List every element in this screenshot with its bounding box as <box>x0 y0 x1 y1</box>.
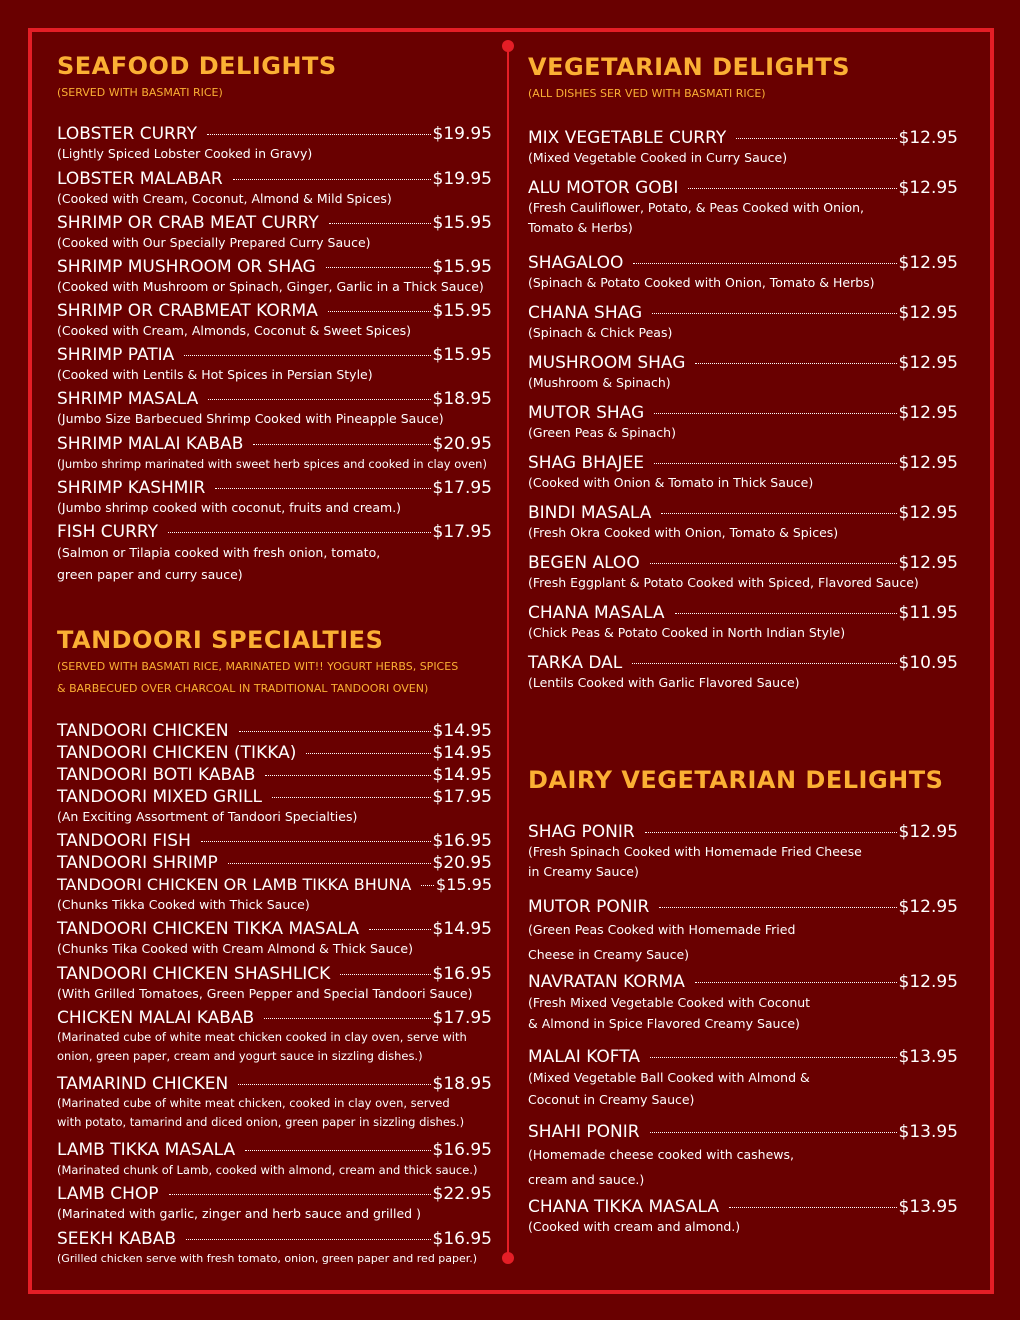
menu-item-price: $13.95 <box>898 1047 958 1067</box>
dot-leader <box>328 311 431 312</box>
menu-item-price: $18.95 <box>432 1074 492 1094</box>
dot-leader <box>340 974 430 975</box>
menu-item-description: (Fresh Eggplant & Potato Cooked with Spiced, Flavored Sauce) <box>528 575 919 590</box>
menu-item-row <box>57 522 492 542</box>
menu-item-row <box>57 434 492 454</box>
menu-item-name: SEEKH KABAB <box>57 1229 177 1249</box>
menu-item-name: SHRIMP KASHMIR <box>57 478 206 498</box>
menu-item-row <box>57 257 492 277</box>
menu-item <box>57 721 492 741</box>
dot-leader <box>729 1207 897 1208</box>
dot-leader <box>326 267 431 268</box>
menu-item-description: (Fresh Okra Cooked with Onion, Tomato & Spices) <box>528 525 839 540</box>
menu-item-name: TANDOORI MIXED GRILL <box>57 787 262 807</box>
vegetarian-title: VEGETARIAN DELIGHTS <box>528 53 851 81</box>
menu-item-price: $12.95 <box>898 303 958 323</box>
menu-item-row <box>528 503 958 523</box>
menu-item-description: (Spinach & Chick Peas) <box>528 325 673 340</box>
menu-item-name: CHANA MASALA <box>528 603 665 623</box>
menu-item-price: $22.95 <box>432 1184 492 1204</box>
menu-item-name: TANDOORI BOTI KABAB <box>57 765 256 785</box>
menu-item-price: $12.95 <box>898 972 958 992</box>
menu-item-price: $14.95 <box>432 721 492 741</box>
menu-item-price: $12.95 <box>898 503 958 523</box>
menu-item-name: TANDOORI CHICKEN (TIKKA) <box>57 743 297 763</box>
menu-item <box>57 124 492 164</box>
menu-item-price: $19.95 <box>432 124 492 144</box>
dot-leader <box>695 982 897 983</box>
menu-item-description: (Green Peas Cooked with Homemade Fried <box>528 922 796 937</box>
dot-leader <box>650 1057 897 1058</box>
dot-leader <box>369 929 431 930</box>
menu-item-name: TANDOORI CHICKEN SHASHLICK <box>57 964 331 984</box>
menu-item-price: $17.95 <box>432 1008 492 1028</box>
menu-item-price: $12.95 <box>898 403 958 423</box>
menu-item-name: ALU MOTOR GOBI <box>528 178 679 198</box>
menu-item-price: $13.95 <box>898 1122 958 1142</box>
menu-item-price: $16.95 <box>432 1229 492 1249</box>
menu-item-price: $18.95 <box>432 389 492 409</box>
menu-item-price: $15.95 <box>432 213 492 233</box>
menu-item-description: green paper and curry sauce) <box>57 567 243 582</box>
menu-item-name: LOBSTER MALABAR <box>57 169 223 189</box>
menu-item-row <box>528 1197 958 1217</box>
dot-leader <box>421 885 434 886</box>
menu-item-price: $17.95 <box>432 522 492 542</box>
menu-item-price: $12.95 <box>898 353 958 373</box>
dot-leader <box>688 188 896 189</box>
menu-item <box>57 919 492 959</box>
dot-leader <box>245 1150 430 1151</box>
menu-item-row <box>57 169 492 189</box>
dot-leader <box>652 313 896 314</box>
menu-item <box>57 345 492 385</box>
menu-item-description: Coconut in Creamy Sauce) <box>528 1092 695 1107</box>
menu-item <box>528 253 958 293</box>
menu-item <box>57 1008 492 1066</box>
menu-item <box>57 169 492 209</box>
menu-item-description: Cheese in Creamy Sauce) <box>528 947 690 962</box>
dot-leader <box>675 613 897 614</box>
menu-item-row <box>528 128 958 148</box>
menu-item-name: TANDOORI CHICKEN TIKKA MASALA <box>57 919 359 939</box>
menu-item-row <box>57 853 492 873</box>
menu-item-row <box>57 1140 492 1160</box>
menu-item-description: cream and sauce.) <box>528 1172 645 1187</box>
menu-item-row <box>57 875 492 895</box>
menu-item-row <box>528 653 958 673</box>
menu-item-description: (Chick Peas & Potato Cooked in North Indian Style) <box>528 625 846 640</box>
menu-item-name: FISH CURRY <box>57 522 159 542</box>
menu-item <box>57 478 492 518</box>
menu-item-row <box>57 389 492 409</box>
menu-item-description: with potato, tamarind and diced onion, green paper in sizzling dishes.) <box>57 1115 465 1129</box>
menu-item-name: SHRIMP MASALA <box>57 389 199 409</box>
menu-item-row <box>528 453 958 473</box>
menu-item <box>528 453 958 493</box>
menu-item-price: $11.95 <box>898 603 958 623</box>
menu-item <box>57 765 492 785</box>
menu-item-row <box>57 787 492 807</box>
menu-item-price: $16.95 <box>432 1140 492 1160</box>
menu-item-name: SHAG PONIR <box>528 822 635 842</box>
menu-item-description: (Grilled chicken serve with fresh tomato, onion, green paper and red paper.) <box>57 1252 478 1265</box>
menu-item-price: $15.95 <box>432 257 492 277</box>
menu-item <box>528 403 958 443</box>
menu-item <box>528 972 958 1034</box>
menu-item-name: TANDOORI FISH <box>57 831 191 851</box>
menu-item-description: (Cooked with Cream, Almonds, Coconut & Sweet Spices) <box>57 323 412 338</box>
menu-item-description: (Chunks Tikka Cooked with Thick Sauce) <box>57 897 310 912</box>
menu-item-row <box>57 301 492 321</box>
menu-item-name: SHRIMP OR CRABMEAT KORMA <box>57 301 318 321</box>
menu-item-description: (Lentils Cooked with Garlic Flavored Sauce) <box>528 675 800 690</box>
menu-item-price: $12.95 <box>898 453 958 473</box>
menu-item-row <box>528 603 958 623</box>
menu-item-row <box>528 303 958 323</box>
tandoori-subtitle-line1: (SERVED WITH BASMATI RICE, MARINATED WIT!! YOGURT HERBS, SPICES <box>57 660 459 673</box>
menu-item-row <box>528 253 958 273</box>
menu-item-name: MIX VEGETABLE CURRY <box>528 128 727 148</box>
menu-item-name: MUTOR PONIR <box>528 897 650 917</box>
menu-item-description: (Jumbo shrimp cooked with coconut, fruits and cream.) <box>57 500 402 515</box>
dot-leader <box>650 563 897 564</box>
menu-item <box>528 653 958 693</box>
menu-item-price: $14.95 <box>432 765 492 785</box>
menu-item-name: SHRIMP OR CRAB MEAT CURRY <box>57 213 319 233</box>
menu-item-description: onion, green paper, cream and yogurt sauce in sizzling dishes.) <box>57 1049 423 1063</box>
menu-item-name: BINDI MASALA <box>528 503 652 523</box>
menu-item-price: $12.95 <box>898 553 958 573</box>
menu-item-description: (Lightly Spiced Lobster Cooked in Gravy) <box>57 146 313 161</box>
column-divider <box>507 46 509 1258</box>
left-column <box>57 0 492 1320</box>
menu-item-price: $10.95 <box>898 653 958 673</box>
menu-item <box>57 213 492 253</box>
menu-item-price: $12.95 <box>898 253 958 273</box>
dot-leader <box>654 463 896 464</box>
dot-leader <box>650 1132 897 1133</box>
menu-item-price: $12.95 <box>898 897 958 917</box>
menu-item-price: $20.95 <box>432 853 492 873</box>
menu-item-price: $19.95 <box>432 169 492 189</box>
menu-item-description: (Mushroom & Spinach) <box>528 375 671 390</box>
menu-item <box>528 603 958 643</box>
menu-item-price: $12.95 <box>898 178 958 198</box>
menu-item <box>57 853 492 873</box>
menu-item-row <box>528 553 958 573</box>
seafood-subtitle: (SERVED WITH BASMATI RICE) <box>57 86 223 99</box>
menu-item-row <box>57 964 492 984</box>
dot-leader <box>239 731 431 732</box>
menu-item-description: (Marinated cube of white meat chicken cooked in clay oven, serve with <box>57 1030 467 1044</box>
menu-item-description: (Marinated chunk of Lamb, cooked with almond, cream and thick sauce.) <box>57 1163 478 1177</box>
menu-item-row <box>528 178 958 198</box>
menu-item-row <box>57 124 492 144</box>
seafood-title: SEAFOOD DELIGHTS <box>57 52 337 80</box>
menu-item-name: SHAG BHAJEE <box>528 453 645 473</box>
dot-leader <box>184 355 430 356</box>
menu-item-row <box>57 1074 492 1094</box>
menu-item-name: SHRIMP MALAI KABAB <box>57 434 244 454</box>
menu-item-price: $14.95 <box>432 743 492 763</box>
menu-item-description: (Marinated cube of white meat chicken, cooked in clay oven, served <box>57 1096 450 1110</box>
menu-item-row <box>528 353 958 373</box>
menu-item-row <box>528 1122 958 1142</box>
menu-item-name: CHICKEN MALAI KABAB <box>57 1008 255 1028</box>
menu-item-description: (Cooked with cream and almond.) <box>528 1219 741 1234</box>
menu-item-row <box>57 721 492 741</box>
dot-leader <box>253 444 430 445</box>
menu-item-description: (Chunks Tika Cooked with Cream Almond & Thick Sauce) <box>57 941 413 956</box>
menu-item-name: LAMB CHOP <box>57 1184 159 1204</box>
menu-item-description: (Spinach & Potato Cooked with Onion, Tomato & Herbs) <box>528 275 875 290</box>
dot-leader <box>695 363 896 364</box>
dot-leader <box>264 1018 430 1019</box>
menu-item <box>528 553 958 593</box>
menu-item <box>57 964 492 1004</box>
menu-item <box>57 389 492 429</box>
menu-item <box>528 1197 958 1237</box>
menu-item <box>57 831 492 851</box>
menu-item-price: $14.95 <box>432 919 492 939</box>
dot-leader <box>272 797 431 798</box>
menu-item <box>528 178 958 238</box>
menu-item-description: (Mixed Vegetable Ball Cooked with Almond & <box>528 1070 810 1085</box>
menu-item <box>57 743 492 763</box>
menu-item-row <box>57 743 492 763</box>
menu-item-row <box>57 1008 492 1028</box>
dot-leader <box>186 1239 430 1240</box>
menu-item-price: $12.95 <box>898 128 958 148</box>
menu-item-name: SHAHI PONIR <box>528 1122 640 1142</box>
menu-item-name: CHANA TIKKA MASALA <box>528 1197 719 1217</box>
menu-item-description: (Fresh Cauliflower, Potato, & Peas Cooked with Onion, <box>528 200 865 215</box>
menu-item-description: in Creamy Sauce) <box>528 864 639 879</box>
menu-item-description: (Cooked with Onion & Tomato in Thick Sauce) <box>528 475 814 490</box>
menu-item-name: TARKA DAL <box>528 653 623 673</box>
menu-item-name: BEGEN ALOO <box>528 553 640 573</box>
menu-item <box>57 301 492 341</box>
menu-item-description: (Mixed Vegetable Cooked in Curry Sauce) <box>528 150 788 165</box>
menu-item <box>528 353 958 393</box>
menu-item-row <box>528 972 958 992</box>
menu-item-price: $16.95 <box>432 831 492 851</box>
menu-item-description: (Fresh Spinach Cooked with Homemade Fried Cheese <box>528 844 862 859</box>
menu-item-row <box>528 1047 958 1067</box>
menu-item <box>57 1074 492 1132</box>
menu-item-description: (Jumbo Size Barbecued Shrimp Cooked with Pineapple Sauce) <box>57 411 444 426</box>
menu-item-row <box>57 1184 492 1204</box>
menu-item-row <box>528 822 958 842</box>
menu-item-price: $15.95 <box>432 301 492 321</box>
menu-item-description: (With Grilled Tomatoes, Green Pepper and Special Tandoori Sauce) <box>57 986 473 1001</box>
menu-item-name: LAMB TIKKA MASALA <box>57 1140 236 1160</box>
menu-item-name: MUSHROOM SHAG <box>528 353 686 373</box>
menu-item <box>57 522 492 586</box>
menu-item-row <box>57 1229 492 1249</box>
tandoori-title: TANDOORI SPECIALTIES <box>57 626 384 654</box>
menu-item <box>57 434 492 474</box>
menu-item-row <box>57 478 492 498</box>
menu-item-name: TANDOORI SHRIMP <box>57 853 218 873</box>
menu-item <box>57 1229 492 1269</box>
menu-item-description: (Cooked with Our Specially Prepared Curry Sauce) <box>57 235 371 250</box>
menu-item <box>528 822 958 882</box>
dot-leader <box>201 841 431 842</box>
menu-item-price: $15.95 <box>432 345 492 365</box>
menu-item-description: (Cooked with Mushroom or Spinach, Ginger, Garlic in a Thick Sauce) <box>57 279 484 294</box>
menu-item-price: $17.95 <box>432 478 492 498</box>
menu-item-description: (Cooked with Cream, Coconut, Almond & Mild Spices) <box>57 191 392 206</box>
menu-item <box>528 1122 958 1192</box>
menu-item-price: $20.95 <box>432 434 492 454</box>
menu-item-price: $12.95 <box>898 822 958 842</box>
menu-item <box>57 257 492 297</box>
divider-top-dot <box>502 40 514 52</box>
dot-leader <box>654 413 896 414</box>
menu-item-name: SHRIMP MUSHROOM OR SHAG <box>57 257 316 277</box>
menu-item-name: SHRIMP PATIA <box>57 345 175 365</box>
menu-item-price: $13.95 <box>898 1197 958 1217</box>
dot-leader <box>265 775 430 776</box>
menu-item-name: LOBSTER CURRY <box>57 124 197 144</box>
menu-item <box>528 128 958 168</box>
menu-item-name: MALAI KOFTA <box>528 1047 640 1067</box>
dot-leader <box>736 138 896 139</box>
menu-item-price: $15.95 <box>436 875 492 894</box>
menu-item <box>528 897 958 967</box>
menu-item-description: (Marinated with garlic, zinger and herb sauce and grilled ) <box>57 1206 421 1221</box>
menu-item <box>528 303 958 343</box>
dot-leader <box>207 134 431 135</box>
menu-item-row <box>528 897 958 917</box>
menu-item-description: (Green Peas & Spinach) <box>528 425 676 440</box>
menu-item-name: CHANA SHAG <box>528 303 643 323</box>
tandoori-subtitle-line2: & BARBECUED OVER CHARCOAL IN TRADITIONAL TANDOORI OVEN) <box>57 682 429 695</box>
dot-leader <box>168 532 431 533</box>
vegetarian-subtitle: (ALL DISHES SER VED WITH BASMATI RICE) <box>528 87 766 100</box>
menu-item-price: $16.95 <box>432 964 492 984</box>
menu-item-description: (Jumbo shrimp marinated with sweet herb spices and cooked in clay oven) <box>57 457 487 471</box>
menu-item-row <box>57 765 492 785</box>
menu-item-name: MUTOR SHAG <box>528 403 645 423</box>
menu-item-name: TAMARIND CHICKEN <box>57 1074 229 1094</box>
menu-item <box>57 875 492 915</box>
menu-item-name: SHAGALOO <box>528 253 624 273</box>
divider-bottom-dot <box>502 1252 514 1264</box>
dot-leader <box>208 399 430 400</box>
menu-item-description: (Homemade cheese cooked with cashews, <box>528 1147 794 1162</box>
menu-item-row <box>528 403 958 423</box>
dot-leader <box>215 488 430 489</box>
menu-item-row <box>57 345 492 365</box>
menu-item <box>57 1184 492 1224</box>
menu-item-description: (An Exciting Assortment of Tandoori Specialties) <box>57 809 358 824</box>
menu-item <box>57 1140 492 1180</box>
dot-leader <box>645 832 897 833</box>
menu-item-name: NAVRATAN KORMA <box>528 972 685 992</box>
menu-item-description: (Fresh Mixed Vegetable Cooked with Coconut <box>528 995 811 1010</box>
dot-leader <box>169 1194 431 1195</box>
dot-leader <box>632 663 896 664</box>
dot-leader <box>238 1084 430 1085</box>
menu-item-row <box>57 831 492 851</box>
dot-leader <box>329 223 431 224</box>
menu-item-description: (Cooked with Lentils & Hot Spices in Persian Style) <box>57 367 373 382</box>
menu-item <box>57 787 492 827</box>
menu-item-name: TANDOORI CHICKEN <box>57 721 229 741</box>
menu-item <box>528 1047 958 1111</box>
menu-item-row <box>57 919 492 939</box>
menu-item-description: (Salmon or Tilapia cooked with fresh onion, tomato, <box>57 545 381 560</box>
menu-item-name: TANDOORI CHICKEN OR LAMB TIKKA BHUNA <box>57 875 412 894</box>
dot-leader <box>633 263 896 264</box>
dot-leader <box>659 907 896 908</box>
menu-item-row <box>57 213 492 233</box>
dairy-title: DAIRY VEGETARIAN DELIGHTS <box>528 766 944 794</box>
menu-item <box>528 503 958 543</box>
dot-leader <box>661 513 896 514</box>
dot-leader <box>306 753 430 754</box>
menu-item-description: Tomato & Herbs) <box>528 220 633 235</box>
dot-leader <box>233 179 431 180</box>
dot-leader <box>228 863 431 864</box>
menu-item-price: $17.95 <box>432 787 492 807</box>
menu-item-description: & Almond in Spice Flavored Creamy Sauce) <box>528 1016 800 1031</box>
right-column <box>528 0 958 1320</box>
